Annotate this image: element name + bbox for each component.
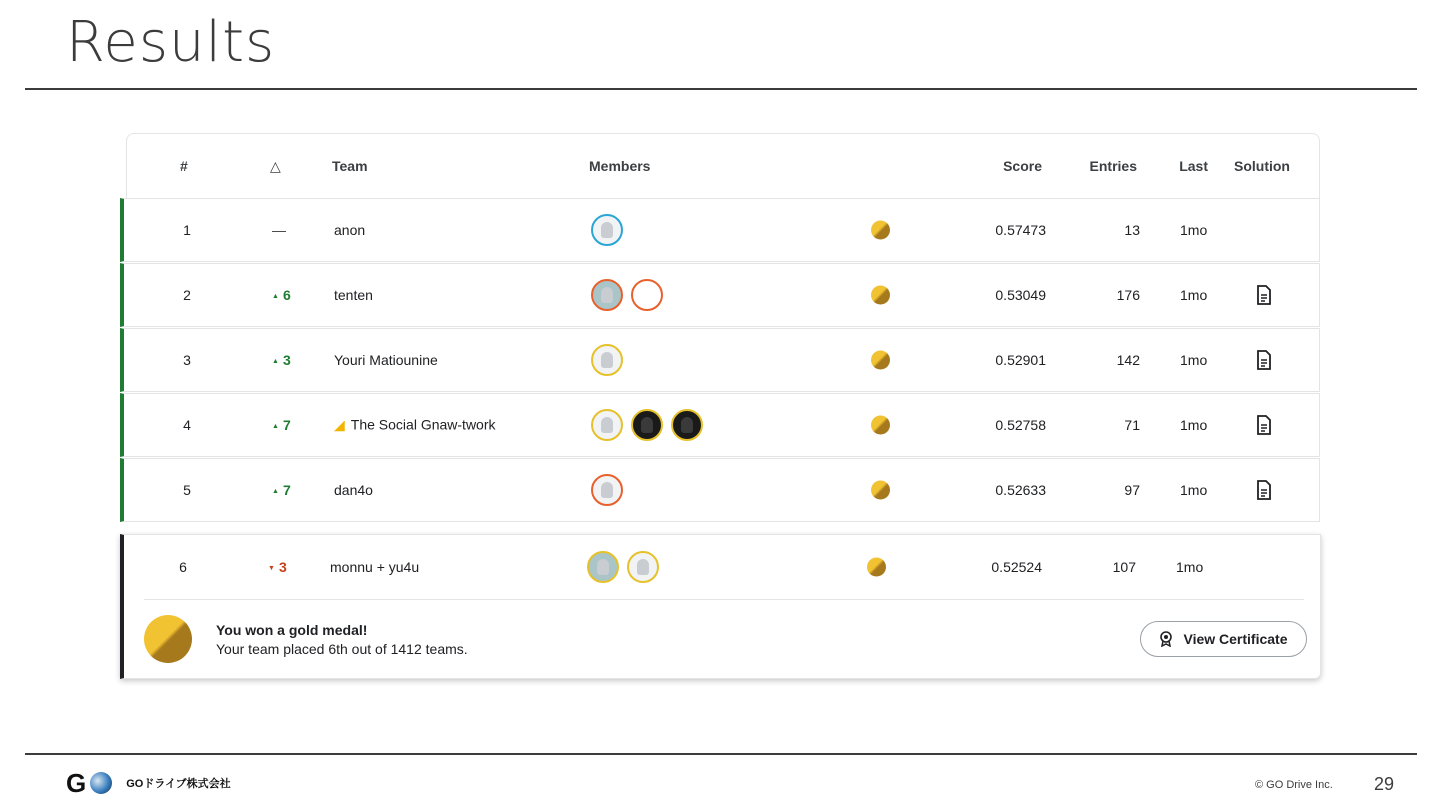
header-team: Team: [332, 158, 368, 174]
medal-subtitle: Your team placed 6th out of 1412 teams.: [216, 641, 468, 657]
up-arrow-icon: ▲: [272, 488, 279, 495]
rank: 4: [183, 417, 191, 433]
gold-medal-icon: [871, 286, 890, 305]
rank-delta: ▲ 3: [272, 352, 291, 368]
rank-delta: ▼ 3: [268, 559, 287, 575]
last-submission: 1mo: [1180, 222, 1208, 238]
members: [587, 551, 659, 583]
page-number: 29: [1374, 774, 1395, 794]
rank-delta: ▲ 7: [272, 482, 291, 498]
leaderboard-row[interactable]: [120, 328, 1320, 392]
leaderboard-row[interactable]: [120, 458, 1320, 522]
member-avatar[interactable]: [591, 344, 623, 376]
gold-medal-large-icon: [144, 615, 192, 663]
leaderboard-row[interactable]: [120, 263, 1320, 327]
rank-delta: ▲ 6: [272, 287, 291, 303]
gold-medal-icon: [871, 481, 890, 500]
entries: 97: [1124, 482, 1140, 498]
member-avatar[interactable]: [591, 214, 623, 246]
rank: 5: [183, 482, 191, 498]
medal-title: You won a gold medal!: [216, 622, 368, 638]
members: [591, 214, 623, 246]
rank-delta: —: [272, 222, 286, 238]
members: [591, 344, 623, 376]
up-arrow-icon: ▲: [272, 358, 279, 365]
member-avatar[interactable]: [591, 474, 623, 506]
members: [591, 474, 623, 506]
solution-document-icon[interactable]: [1256, 285, 1272, 305]
entries: 142: [1116, 352, 1140, 368]
score: 0.52901: [995, 352, 1046, 368]
entries: 176: [1116, 287, 1140, 303]
company-logo: [66, 770, 231, 796]
last-submission: 1mo: [1180, 417, 1208, 433]
my-team-row[interactable]: [120, 535, 1320, 599]
team-name[interactable]: anon: [334, 222, 366, 238]
team-name[interactable]: ◢ The Social Gnaw-twork: [334, 416, 496, 433]
score: 0.52633: [995, 482, 1046, 498]
member-avatar[interactable]: [627, 551, 659, 583]
view-certificate-button[interactable]: View Certificate: [1140, 621, 1307, 657]
solution-document-icon[interactable]: [1256, 480, 1272, 500]
gold-medal-icon: [871, 221, 890, 240]
score: 0.53049: [995, 287, 1046, 303]
header-solution: Solution: [1234, 158, 1290, 174]
leaderboard-row[interactable]: [120, 198, 1320, 262]
entries: 107: [1112, 559, 1136, 575]
team-name[interactable]: dan4o: [334, 482, 373, 498]
header-rank: #: [180, 158, 188, 174]
copyright: © GO Drive Inc.: [1255, 779, 1333, 791]
header-entries[interactable]: Entries: [1089, 158, 1137, 174]
score: 0.57473: [995, 222, 1046, 238]
cheese-icon: ◢: [334, 416, 345, 433]
member-avatar[interactable]: [671, 409, 703, 441]
gold-medal-icon: [871, 416, 890, 435]
entries: 13: [1124, 222, 1140, 238]
members: [591, 279, 663, 311]
rank: 6: [179, 559, 187, 575]
certificate-icon: [1159, 631, 1173, 647]
header-members: Members: [589, 158, 651, 174]
member-avatar[interactable]: [587, 551, 619, 583]
team-name[interactable]: monnu + yu4u: [330, 559, 420, 575]
header-delta: △: [270, 158, 281, 174]
entries: 71: [1124, 417, 1140, 433]
title-divider: [25, 88, 1417, 90]
divider: [144, 599, 1304, 600]
down-arrow-icon: ▼: [268, 565, 275, 572]
rank: 2: [183, 287, 191, 303]
leaderboard-row[interactable]: [120, 393, 1320, 457]
solution-document-icon[interactable]: [1256, 415, 1272, 435]
gold-medal-icon: [871, 351, 890, 370]
member-avatar[interactable]: [591, 279, 623, 311]
score: 0.52524: [991, 559, 1042, 575]
logo-letter: G: [66, 768, 87, 798]
up-arrow-icon: ▲: [272, 293, 279, 300]
up-arrow-icon: ▲: [272, 423, 279, 430]
score: 0.52758: [995, 417, 1046, 433]
team-name[interactable]: tenten: [334, 287, 373, 303]
gold-medal-icon: [867, 558, 886, 577]
slide-title: Results: [66, 10, 276, 75]
rank-delta: ▲ 7: [272, 417, 291, 433]
member-avatar[interactable]: [631, 409, 663, 441]
member-avatar[interactable]: [591, 409, 623, 441]
last-submission: 1mo: [1176, 559, 1204, 575]
my-team-card: [120, 534, 1321, 679]
header-last[interactable]: Last: [1179, 158, 1208, 174]
solution-document-icon[interactable]: [1256, 350, 1272, 370]
members: [591, 409, 703, 441]
team-name[interactable]: Youri Matiounine: [334, 352, 438, 368]
footer-divider: [25, 753, 1417, 755]
last-submission: 1mo: [1180, 352, 1208, 368]
header-score[interactable]: Score: [1003, 158, 1042, 174]
logo-circle-icon: [90, 772, 112, 794]
member-avatar[interactable]: [631, 279, 663, 311]
last-submission: 1mo: [1180, 287, 1208, 303]
leaderboard-header: [126, 133, 1320, 199]
rank: 3: [183, 352, 191, 368]
logo-text: GOドライブ株式会社: [126, 778, 231, 790]
rank: 1: [183, 222, 191, 238]
last-submission: 1mo: [1180, 482, 1208, 498]
